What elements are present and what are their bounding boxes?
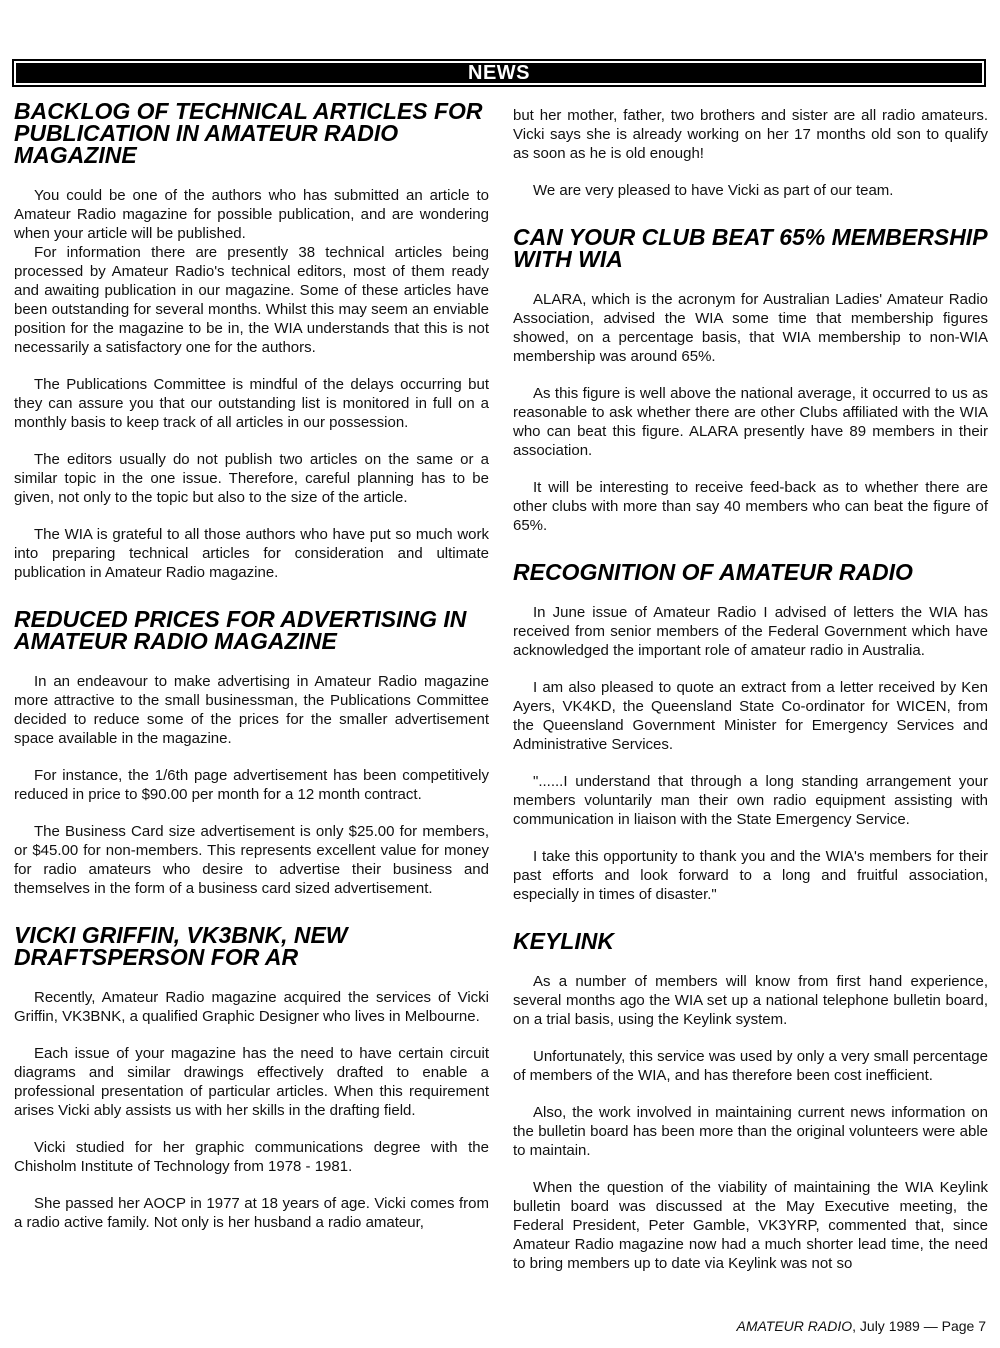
article-paragraph: For instance, the 1/6th page advertisement has been competitively reduced in price to $90.00 per month for a 12 month contract. bbox=[14, 767, 489, 803]
article-paragraph: When the question of the viability of maintaining the WIA Keylink bulletin board was discussed at the May Executive meeting, the Federal President, Peter Gamble, VK3YRP, commented that, since Amateur Radio magazine now had a much shorter lead time, the need to bring members up to date via Keylink was not so bbox=[513, 1179, 988, 1272]
page-footer bbox=[736, 1318, 986, 1334]
left-column bbox=[14, 100, 489, 1250]
article-paragraph: For information there are presently 38 technical articles being processed by Amateur Radio's technical editors, most of them ready and awaiting publication in our magazine. Some of these articles have been outstanding for several months. Whilst this may seem an enviable position for the magazine to be in, the WIA understands that this is not necessarily a satisfactory one for the authors. bbox=[14, 244, 489, 356]
article-title-advertising: REDUCED PRICES FOR ADVERTISING IN AMATEUR RADIO MAGAZINE bbox=[14, 606, 467, 654]
article-paragraph: Each issue of your magazine has the need to have certain circuit diagrams and similar drawings effectively drafted to enable a professional presentation of particular articles. When this requirement arises Vicki ably assists us with her skills in the drafting field. bbox=[14, 1045, 489, 1119]
article-paragraph: She passed her AOCP in 1977 at 18 years of age. Vicki comes from a radio active family. Not only is her husband a radio amateur, bbox=[14, 1195, 489, 1231]
article-paragraph: I am also pleased to quote an extract from a letter received by Ken Ayers, VK4KD, the Queensland State Co-ordinator for WICEN, from the Queensland Government Minister for Emergency Services and Administrative Services. bbox=[513, 679, 988, 753]
article-paragraph: It will be interesting to receive feed-back as to whether there are other clubs with more than say 40 members who can beat the figure of 65%. bbox=[513, 479, 988, 534]
article-paragraph: Recently, Amateur Radio magazine acquired the services of Vicki Griffin, VK3BNK, a qualified Graphic Designer who lives in Melbourne. bbox=[14, 989, 489, 1025]
article-title-keylink: KEYLINK bbox=[513, 928, 614, 954]
article-title-club: CAN YOUR CLUB BEAT 65% MEMBERSHIP WITH WIA bbox=[513, 224, 987, 272]
article-title-vicki: VICKI GRIFFIN, VK3BNK, NEW DRAFTSPERSON FOR AR bbox=[14, 922, 348, 970]
section-banner-fill bbox=[16, 63, 982, 83]
section-title: NEWS bbox=[468, 61, 530, 84]
article-paragraph: As this figure is well above the national average, it occurred to us as reasonable to ask whether there are other Clubs affiliated with the WIA who can beat this figure. ALARA presently have 89 members in their association. bbox=[513, 385, 988, 459]
article-paragraph: ALARA, which is the acronym for Australian Ladies' Amateur Radio Association, advised the WIA some time that membership figures showed, on a percentage basis, that WIA membership to non-WIA membership was around 65%. bbox=[513, 291, 988, 365]
article-paragraph: Unfortunately, this service was used by only a very small percentage of members of the WIA, and has therefore been cost inefficient. bbox=[513, 1048, 988, 1084]
article-paragraph: The Publications Committee is mindful of the delays occurring but they can assure you that our outstanding list is monitored in full on a monthly basis to keep track of all articles in our possession. bbox=[14, 376, 489, 431]
article-paragraph: In June issue of Amateur Radio I advised of letters the WIA has received from senior members of the Federal Government which have acknowledged the important role of amateur radio in Australia. bbox=[513, 604, 988, 659]
article-paragraph: "......I understand that through a long standing arrangement your members voluntarily man their own radio equipment assisting with communication in liaison with the State Emergency Service. bbox=[513, 773, 988, 828]
article-paragraph: The editors usually do not publish two articles on the same or a similar topic in the one issue. Therefore, careful planning has to be given, not only to the topic but also to the size of the article. bbox=[14, 451, 489, 506]
section-banner bbox=[12, 59, 986, 87]
article-title-recognition: RECOGNITION OF AMATEUR RADIO bbox=[513, 559, 913, 585]
article-paragraph: I take this opportunity to thank you and the WIA's members for their past efforts and look forward to a long and fruitful association, especially in times of disaster." bbox=[513, 848, 988, 903]
article-title-backlog: BACKLOG OF TECHNICAL ARTICLES FOR PUBLICATION IN AMATEUR RADIO MAGAZINE bbox=[14, 98, 483, 168]
article-paragraph: but her mother, father, two brothers and sister are all radio amateurs. Vicki says she is already working on her 17 months old son to qualify as soon as he is old enough! bbox=[513, 107, 988, 162]
footer-issue-page: , July 1989 — Page 7 bbox=[852, 1318, 986, 1334]
article-paragraph: The WIA is grateful to all those authors who have put so much work into preparing technical articles for consideration and ultimate publication in Amateur Radio magazine. bbox=[14, 526, 489, 581]
article-paragraph: As a number of members will know from first hand experience, several months ago the WIA set up a national telephone bulletin board, on a trial basis, using the Keylink system. bbox=[513, 973, 988, 1028]
right-column bbox=[513, 106, 988, 1291]
article-paragraph: We are very pleased to have Vicki as part of our team. bbox=[533, 182, 894, 199]
article-paragraph: The Business Card size advertisement is only $25.00 for members, or $45.00 for non-members. This represents excellent value for money for radio amateurs who desire to advertise their business and themselves in the form of a business card sized advertisement. bbox=[14, 823, 489, 897]
article-paragraph: In an endeavour to make advertising in Amateur Radio magazine more attractive to the small businessman, the Publications Committee decided to reduce some of the prices for the smaller advertisement space available in the magazine. bbox=[14, 673, 489, 747]
article-paragraph: You could be one of the authors who has submitted an article to Amateur Radio magazine for possible publication, and are wondering when your article will be published. bbox=[14, 187, 489, 242]
footer-magazine-name: AMATEUR RADIO bbox=[736, 1318, 853, 1334]
article-paragraph: Also, the work involved in maintaining current news information on the bulletin board has been more than the original volunteers were able to maintain. bbox=[513, 1104, 988, 1159]
article-paragraph: Vicki studied for her graphic communications degree with the Chisholm Institute of Technology from 1978 - 1981. bbox=[14, 1139, 489, 1175]
